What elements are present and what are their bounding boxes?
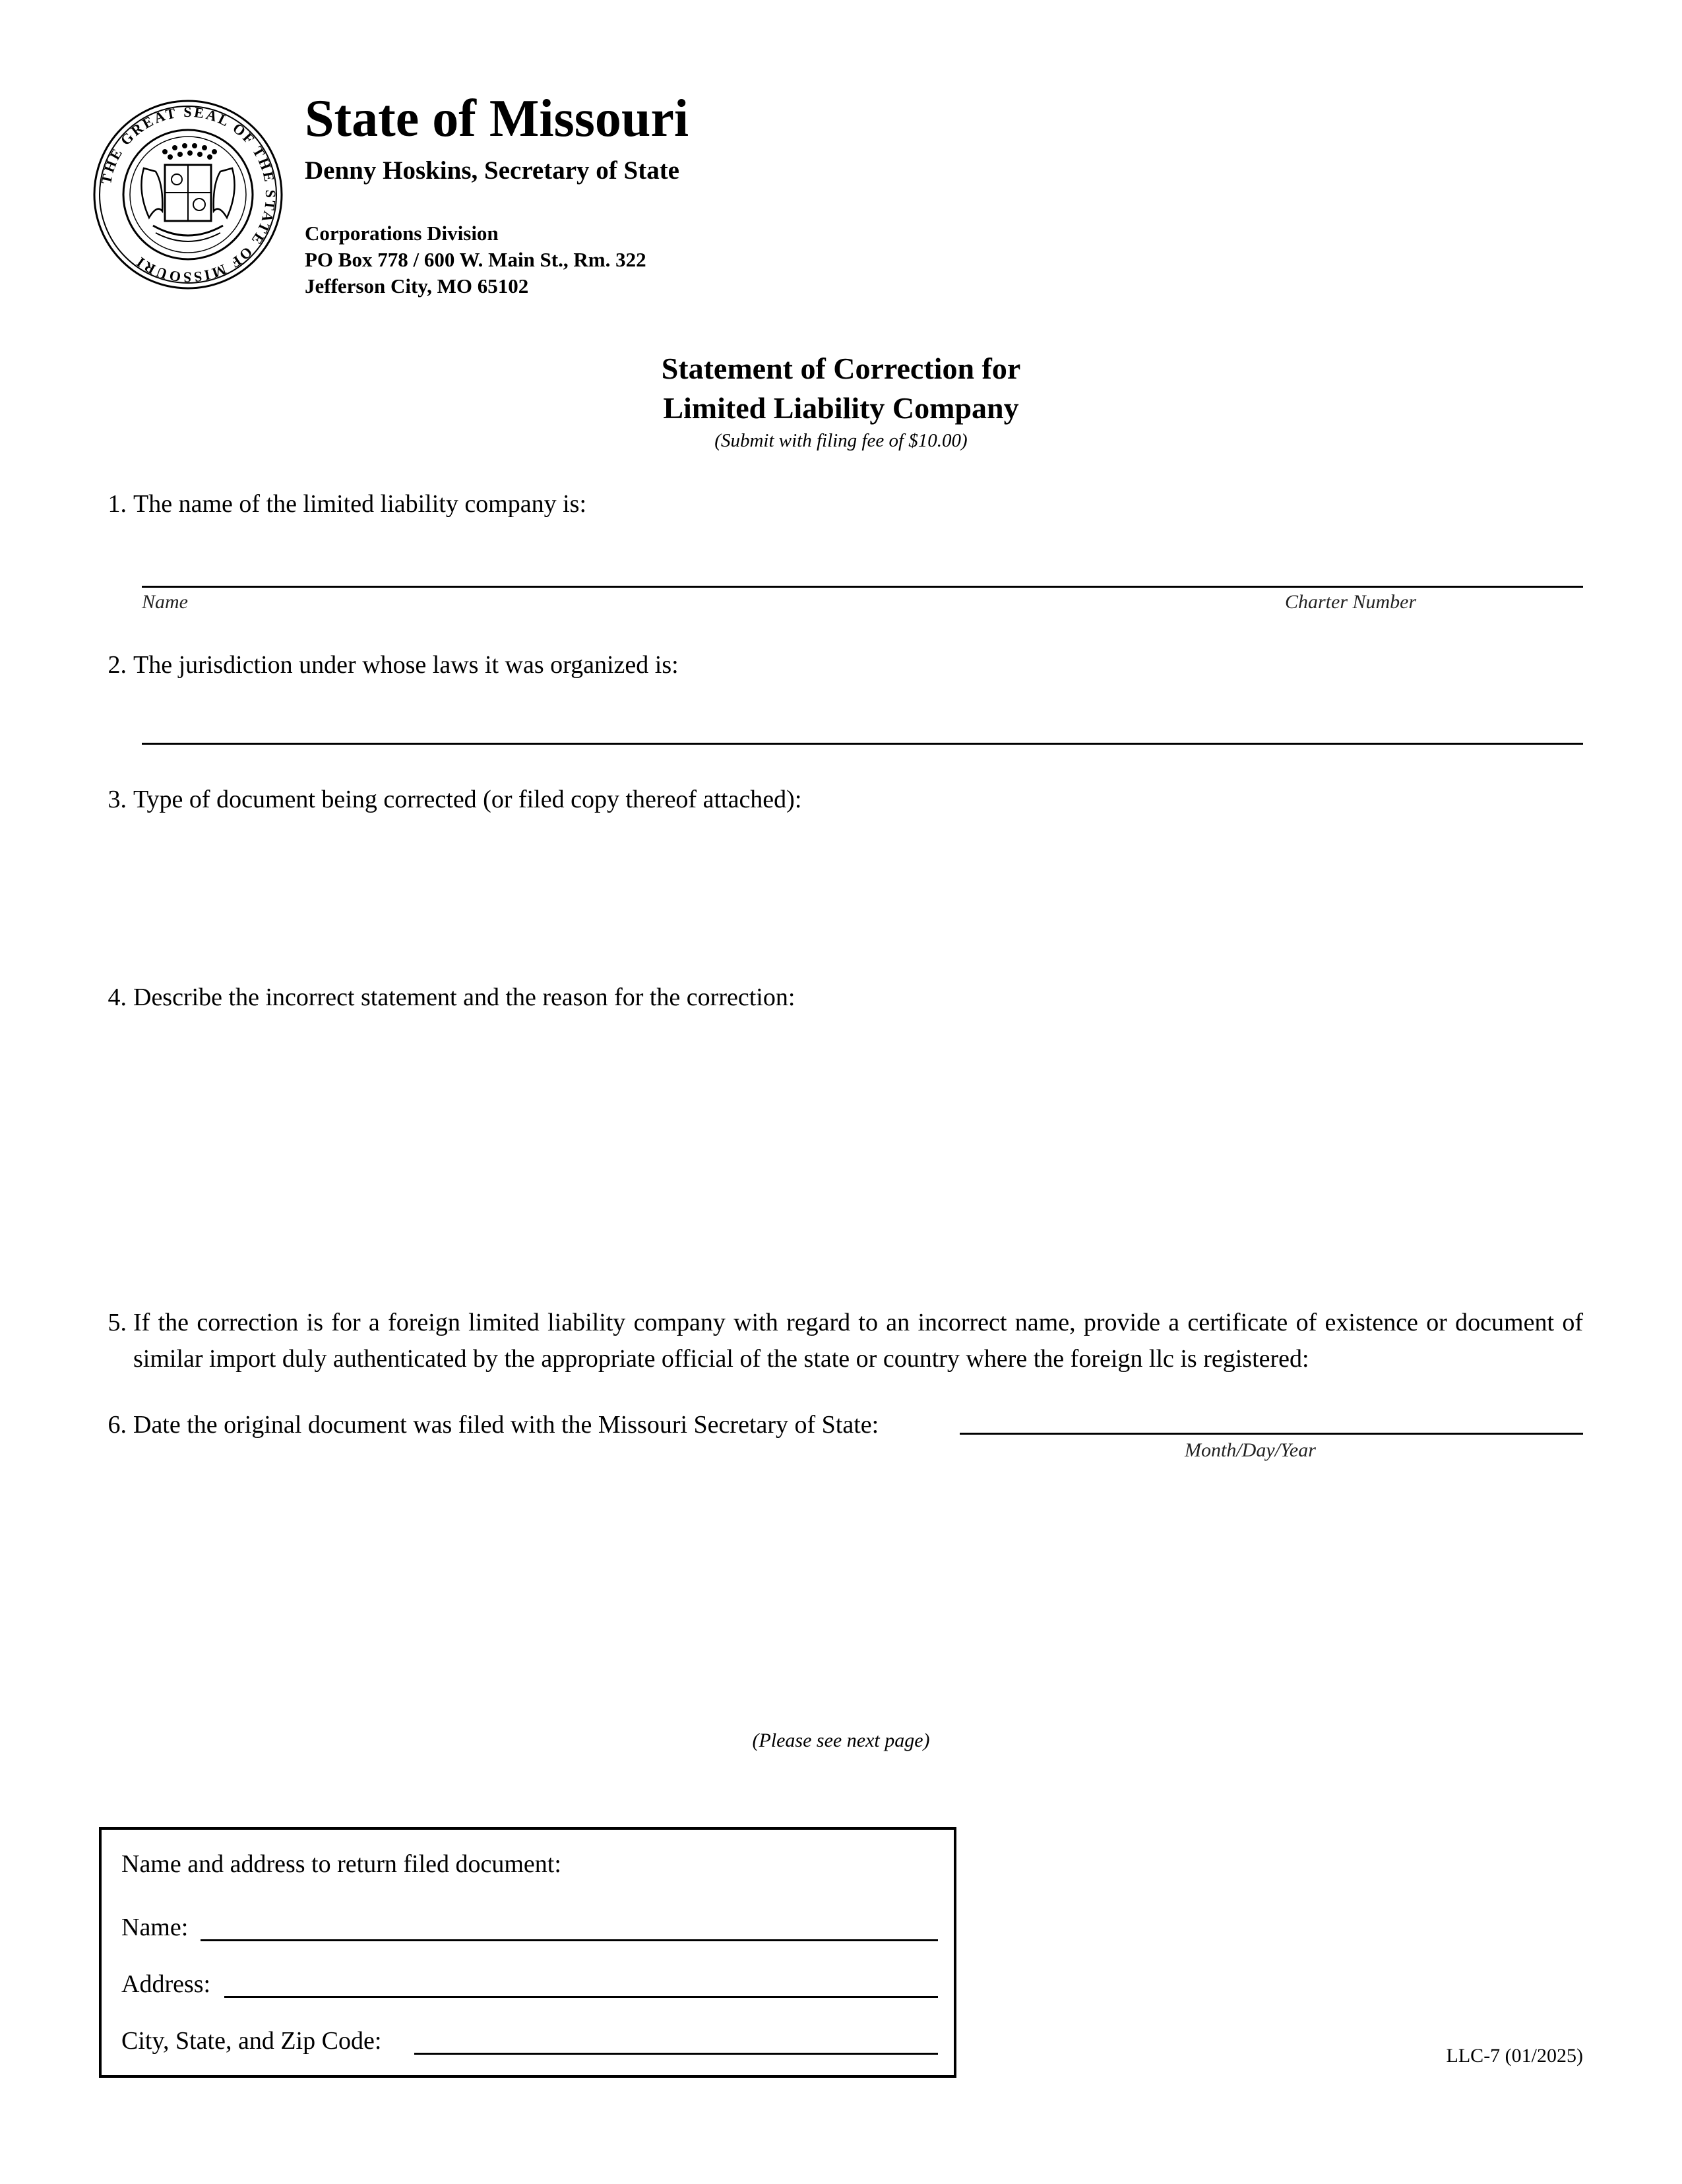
question-number: 5. (108, 1309, 127, 1336)
division-address: PO Box 778 / 600 W. Main St., Rm. 322 (305, 248, 646, 271)
document-title-line2: Limited Liability Company (663, 391, 1019, 425)
return-box-heading: Name and address to return filed document: (121, 1850, 561, 1878)
return-address-line[interactable] (224, 1996, 938, 1998)
question-text: Type of document being corrected (or filed copy thereof attached): (133, 786, 802, 813)
question-5 (99, 1305, 1583, 1377)
return-city-line[interactable] (414, 2053, 938, 2055)
question-number: 4. (108, 983, 127, 1011)
jurisdiction-line[interactable] (142, 743, 1583, 745)
incorrect-statement-area[interactable] (133, 1022, 1583, 1286)
llc-name-line[interactable] (142, 586, 1583, 588)
svg-text:THE GREAT SEAL OF THE STATE OF: THE GREAT SEAL OF THE STATE OF MISSOURI (98, 103, 280, 286)
question-text: Date the original document was filed with the Missouri Secretary of State: (133, 1411, 879, 1439)
state-title: State of Missouri (305, 90, 689, 148)
division-name: Corporations Division (305, 222, 499, 245)
return-city-label: City, State, and Zip Code: (121, 2027, 382, 2055)
fee-note: (Submit with filing fee of $10.00) (714, 430, 968, 451)
name-caption: Name (142, 591, 188, 613)
return-name-line[interactable] (201, 1939, 938, 1941)
document-title-line1: Statement of Correction for (661, 352, 1021, 385)
question-number: 6. (108, 1411, 127, 1439)
question-text: If the correction is for a foreign limited liability company with regard to an incorrect name, provide a certificate of existence or document of similar import duly authenticated by the appropriate official of the state or country where the foreign llc is registered: (133, 1309, 1583, 1373)
filing-date-line[interactable] (960, 1433, 1583, 1435)
question-number: 3. (108, 786, 127, 813)
question-text: Describe the incorrect statement and the reason for the correction: (133, 983, 795, 1011)
return-address-label: Address: (121, 1970, 211, 1998)
question-number: 2. (108, 651, 127, 679)
return-name-label: Name: (121, 1914, 189, 1941)
missouri-state-seal-icon (92, 99, 284, 290)
date-format-caption: Month/Day/Year (1185, 1439, 1316, 1461)
state-seal (92, 99, 284, 290)
next-page-note: (Please see next page) (752, 1730, 930, 1751)
division-city: Jefferson City, MO 65102 (305, 274, 529, 297)
form-code: LLC-7 (01/2025) (1446, 2045, 1583, 2067)
question-number: 1. (108, 490, 127, 518)
charter-number-caption: Charter Number (1285, 591, 1417, 613)
secretary-name: Denny Hoskins, Secretary of State (305, 156, 679, 185)
return-address-box (99, 1827, 956, 2078)
document-type-area[interactable] (133, 825, 1583, 956)
question-text: The name of the limited liability company is: (133, 490, 587, 518)
question-text: The jurisdiction under whose laws it was organized is: (133, 651, 679, 679)
